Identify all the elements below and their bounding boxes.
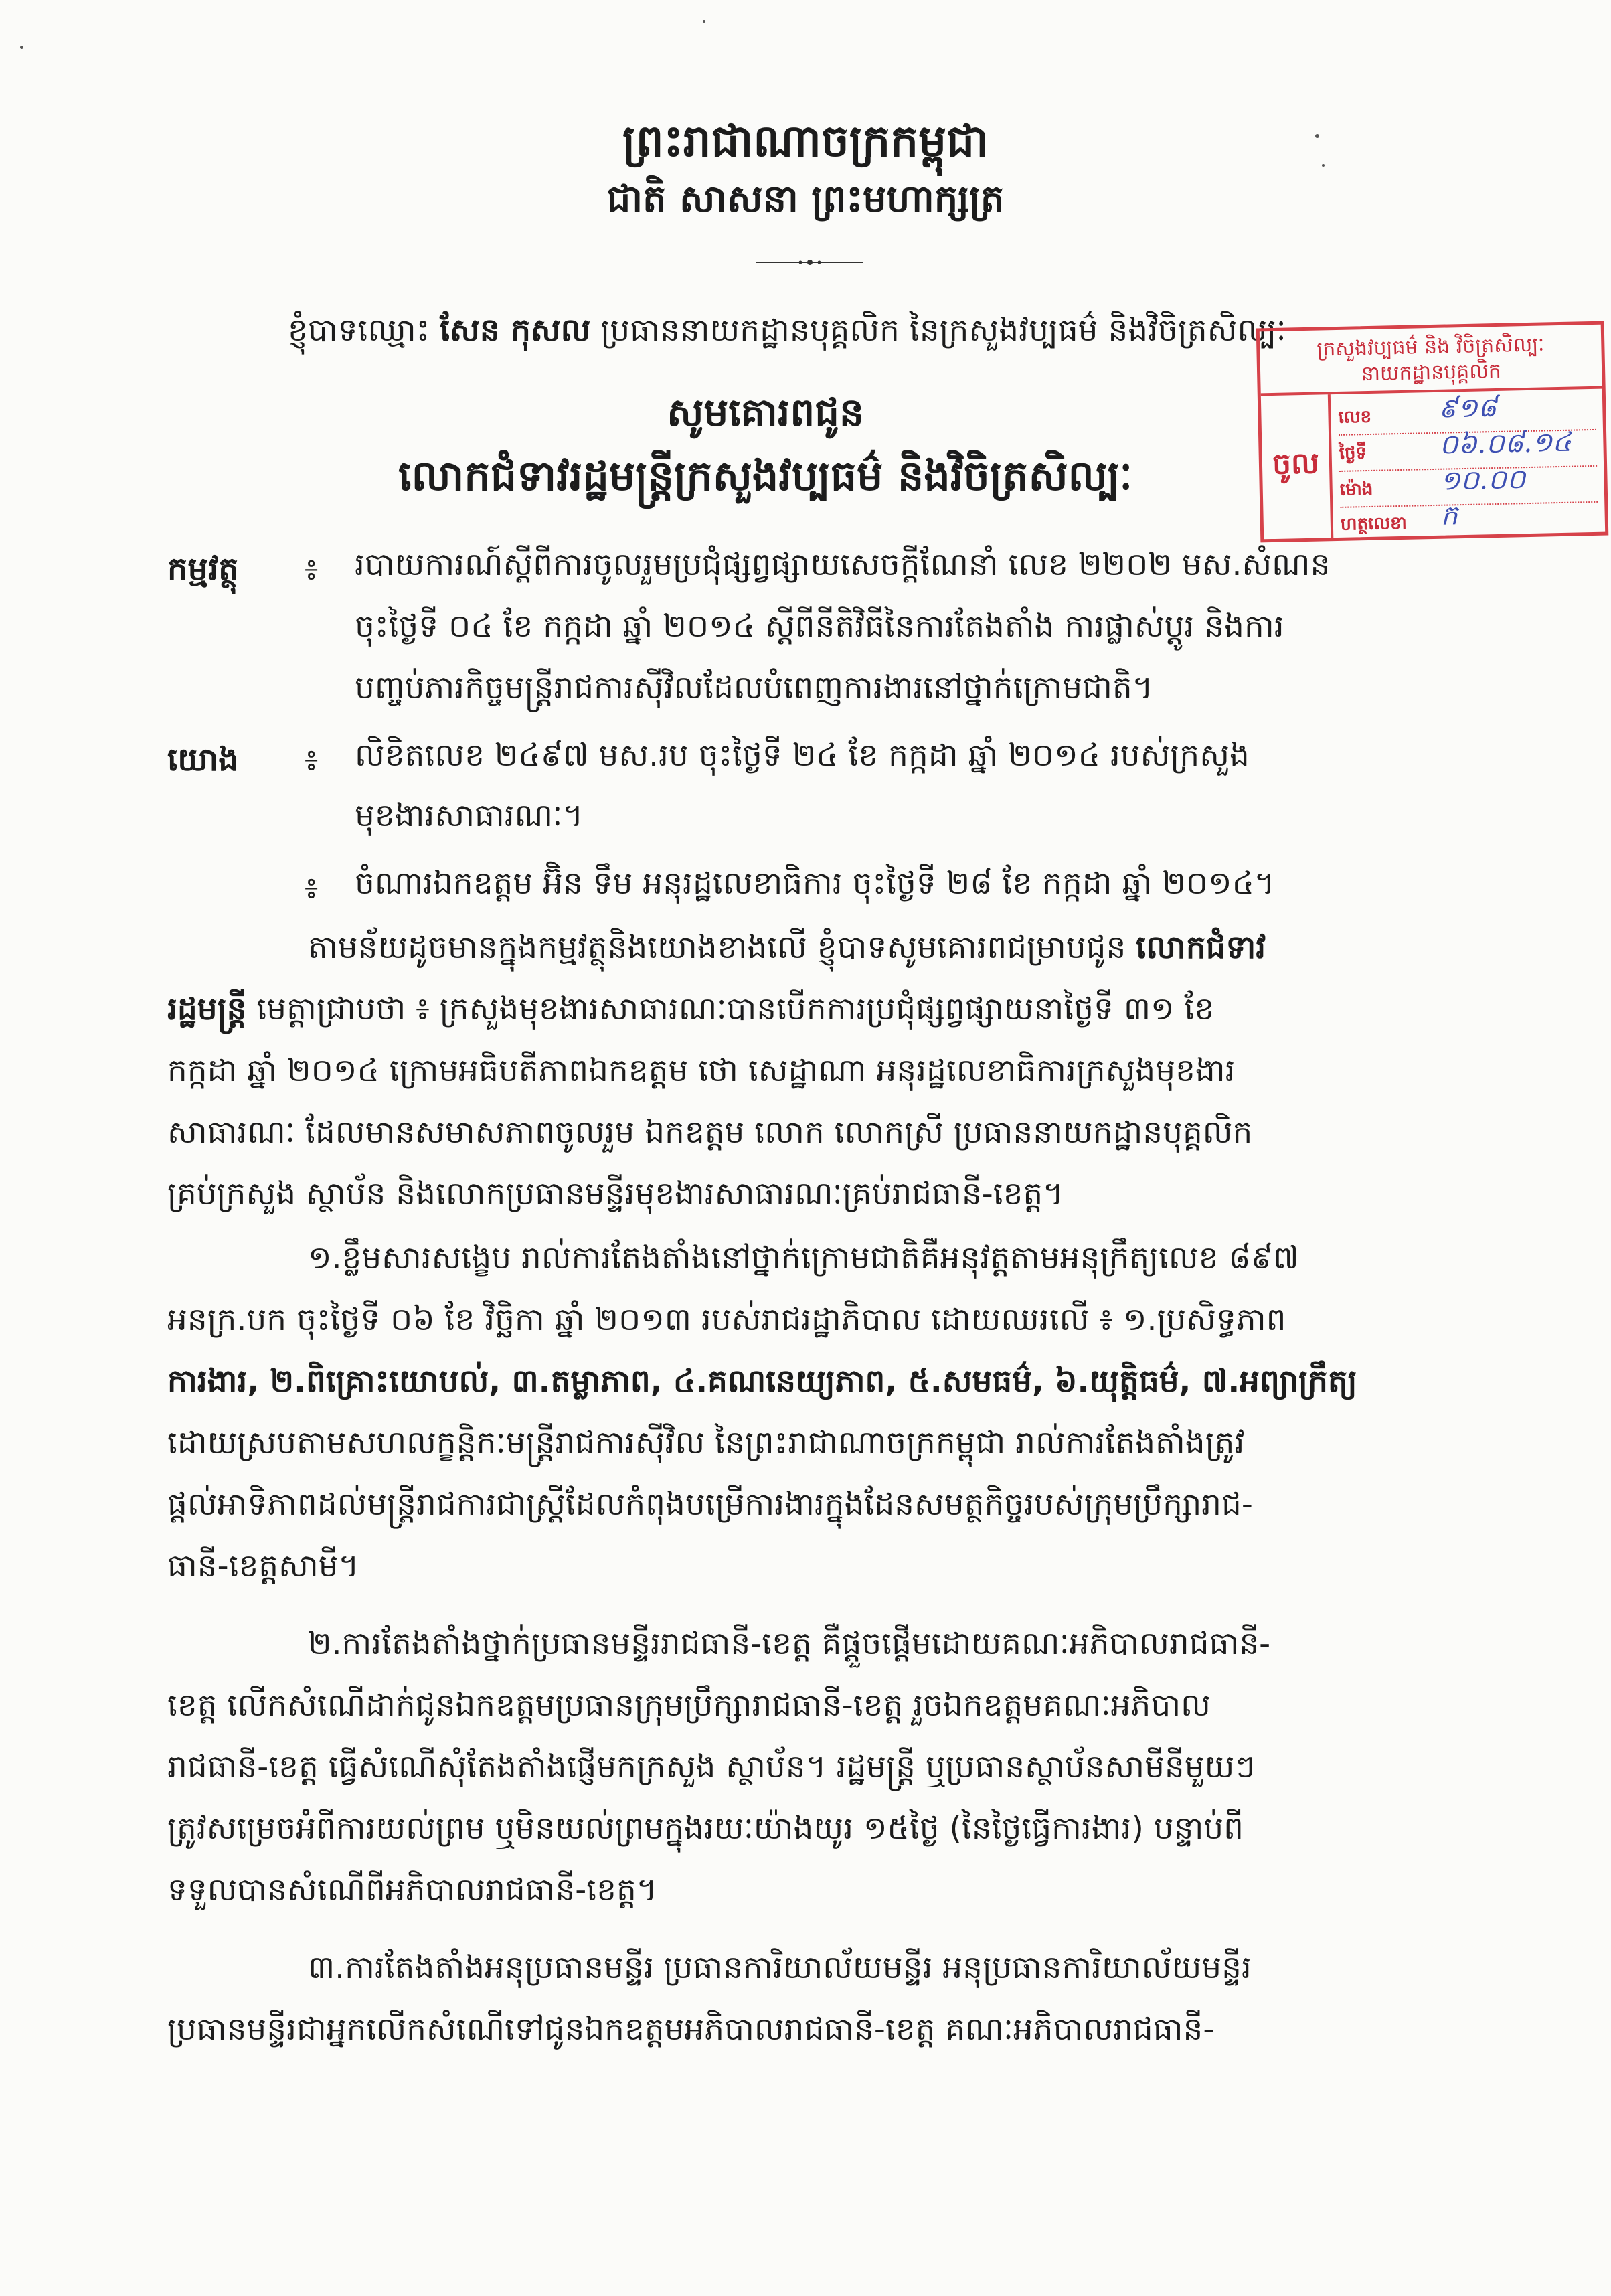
scan-speck [1315, 134, 1319, 138]
body-p4-line-2: ប្រធានមន្ទីរជាអ្នកលើកសំណើទៅជូនឯកឧត្តមអភិបាលរាជធានី-ខេត្ត គណៈអភិបាលរាជធានី- [167, 2011, 1215, 2048]
body-p1-line-2 [167, 991, 1215, 1028]
reference-line-3: ចំណារឯកឧត្តម អ៊ិន ទឹម អនុរដ្ឋលេខាធិការ ចុះថ្ងៃទី ២៨ ខែ កក្កដា ឆ្នាំ ២០១៤។ [355, 865, 1275, 902]
kingdom-heading: ព្រះរាជាណាចក្រកម្ពុជា [622, 114, 989, 167]
stamp-department: នាយកដ្ឋានបុគ្គលិក [1361, 359, 1502, 386]
subject-label: កម្មវត្ថុ [167, 550, 239, 588]
body-p2-line-1: ១.ខ្លឹមសារសង្ខេប រាល់ការតែងតាំងនៅថ្នាក់ក្រោមជាតិគឺអនុវត្តតាមអនុក្រឹត្យលេខ ៨៩៧ [308, 1240, 1299, 1277]
body-p3-line-2: ខេត្ត លើកសំណើដាក់ជូនឯកឧត្តមប្រធានក្រុមប្រឹក្សារាជធានី-ខេត្ត រួចឯកឧត្តមគណៈអភិបាល [167, 1687, 1211, 1724]
stamp-time-value: ១០.០០ [1440, 464, 1526, 497]
stamp-number-value: ៩១៨ [1438, 392, 1497, 424]
stamp-time-label: ម៉ោង [1339, 479, 1373, 500]
national-motto: ជាតិ សាសនា ព្រះមហាក្សត្រ [606, 177, 1005, 221]
scan-speck [703, 20, 705, 23]
body-p2-line-3: ការងារ, ២.ពិគ្រោះយោបល់, ៣.តម្លាភាព, ៤.គណនេយ្យភាព, ៥.សមធម៌, ៦.យុត្តិធម៌, ៧.អព្យាក្រឹត្យ [167, 1363, 1357, 1400]
body-p4-line-1: ៣.ការតែងតាំងអនុប្រធានមន្ទីរ ប្រធានការិយាល័យមន្ទីរ អនុប្រធានការិយាល័យមន្ទីរ [308, 1949, 1252, 1986]
body-p2-line-2: អនក្រ.បក ចុះថ្ងៃទី ០៦ ខែ វិច្ឆិកា ឆ្នាំ ២០១៣ របស់រាជរដ្ឋាភិបាល ដោយឈរលើ ៖ ១.ប្រសិទ្ធភាព [167, 1301, 1286, 1338]
stamp-side-label: ចូល [1261, 394, 1333, 539]
stamp-header [1260, 325, 1602, 396]
scan-speck [1322, 164, 1325, 167]
stamp-signature-label: ហត្ថលេខា [1340, 513, 1408, 535]
reference-line-1: លិខិតលេខ ២៤៩៧ មស.រប ចុះថ្ងៃទី ២៤ ខែ កក្កដា ឆ្នាំ ២០១៤ របស់ក្រសួង [355, 737, 1250, 774]
scan-speck [20, 46, 23, 49]
recipient-title: លោកជំទាវរដ្ឋមន្ត្រីក្រសួងវប្បធម៌ និងវិចិត្រសិល្បៈ [398, 451, 1133, 500]
sender-name: សែន កុសល [440, 312, 591, 349]
stamp-row-signature [1340, 501, 1598, 542]
body-p3-line-3: រាជធានី-ខេត្ត ធ្វើសំណើសុំតែងតាំងផ្ញើមកក្រសួង ស្ថាប័ន។ រដ្ឋមន្ត្រី ឬប្រធានស្ថាប័នសាមីនីមួយៗ [167, 1748, 1256, 1785]
body-p2-line-5: ផ្តល់អាទិភាពដល់មន្ត្រីរាជការជាស្ត្រីដែលកំពុងបម្រើការងារក្នុងដែនសមត្ថកិច្ចរបស់ក្រុមប្រឹក្សារាជ- [167, 1486, 1253, 1523]
body-p1-line-5: គ្រប់ក្រសួង ស្ថាប័ន និងលោកប្រធានមន្ទីរមុខងារសាធារណៈគ្រប់រាជធានី-ខេត្ត។ [167, 1175, 1064, 1212]
reference-colon: ៖ [305, 742, 319, 778]
reference-line-2: មុខងារសាធារណៈ។ [355, 797, 584, 834]
body-p1-line-4: សាធារណៈ ដែលមានសមាសភាពចូលរួម ឯកឧត្តម លោក លោកស្រី ប្រធាននាយកដ្ឋានបុគ្គលិក [167, 1114, 1253, 1151]
subject-line-1: របាយការណ៍ស្តីពីការចូលរួមប្រជុំផ្សព្វផ្សាយសេចក្តីណែនាំ លេខ ២២០២ មស.សំណន [355, 546, 1331, 583]
subject-colon: ៖ [305, 551, 319, 587]
subject-line-3: បញ្ចប់ភារកិច្ចមន្ត្រីរាជការស៊ីវិលដែលបំពេញការងារនៅថ្នាក់ក្រោមជាតិ។ [355, 669, 1153, 706]
intro-prefix: ខ្ញុំបាទឈ្មោះ [288, 312, 430, 349]
body-p1-addressee: លោកជំទាវ [1136, 929, 1266, 966]
body-p2-line-6: ធានី-ខេត្តសាមី។ [167, 1548, 359, 1584]
stamp-date-value: ០៦.០៨.១៤ [1438, 426, 1572, 461]
body-p1-line-1 [308, 929, 1266, 966]
body-p3-line-5: ទទួលបានសំណើពីអភិបាលរាជធានី-ខេត្ត។ [167, 1872, 657, 1908]
stamp-ministry: ក្រសួងវប្បធម៌ និង វិចិត្រសិល្បៈ [1316, 333, 1545, 361]
received-stamp [1256, 321, 1609, 543]
body-p3-line-4: ត្រូវសម្រេចអំពីការយល់ព្រម ឬមិនយល់ព្រមក្នុងរយៈយ៉ាងយូរ ១៥ថ្ងៃ (នៃថ្ងៃធ្វើការងារ) បន្ទាប់ពី [167, 1810, 1244, 1847]
body-p2-line-4: ដោយស្របតាមសហលក្ខន្តិកៈមន្ត្រីរាជការស៊ីវិល នៃព្រះរាជាណាចក្រកម្ពុជា រាល់ការតែងតាំងត្រូវ [167, 1424, 1245, 1461]
salutation-line: សូមគោរពជូន [667, 390, 864, 435]
reference-label: យោង [167, 741, 239, 778]
subject-line-2: ចុះថ្ងៃទី ០៤ ខែ កក្កដា ឆ្នាំ ២០១៤ ស្តីពីនីតិវិធីនៃការតែងតាំង ការផ្លាស់ប្តូរ និងការ [355, 608, 1284, 645]
stamp-date-label: ថ្ងៃទី [1339, 443, 1367, 464]
body-p3-line-1: ២.ការតែងតាំងថ្នាក់ប្រធានមន្ទីររាជធានី-ខេត្ត គឺផ្តួចផ្តើមដោយគណៈអភិបាលរាជធានី- [308, 1625, 1271, 1662]
stamp-number-label: លេខ [1338, 406, 1372, 428]
stamp-signature-value: ក [1440, 500, 1458, 531]
body-p1-addressee-cont: រដ្ឋមន្ត្រី [167, 991, 247, 1028]
divider-ornament [756, 254, 863, 270]
body-p1-text: តាមន័យដូចមានក្នុងកម្មវត្ថុនិងយោងខាងលើ ខ្ញុំបាទសូមគោរពជម្រាបជូន [308, 929, 1126, 966]
body-p1-line-2-text: មេត្តាជ្រាបថា ៖ ក្រសួងមុខងារសាធារណៈបានបើកការប្រជុំផ្សព្វផ្សាយនាថ្ងៃទី ៣១ ខែ [256, 991, 1215, 1028]
reference-colon-2: ៖ [305, 870, 319, 906]
body-p1-line-3: កក្កដា ឆ្នាំ ២០១៤ ក្រោមអធិបតីភាពឯកឧត្តម ថោ សេដ្ឋាណា អនុរដ្ឋលេខាធិការក្រសួងមុខងារ [167, 1052, 1236, 1089]
intro-rest: ប្រធាននាយកដ្ឋានបុគ្គលិក នៃក្រសួងវប្បធម៌ និងវិចិត្រសិល្បៈ [600, 312, 1286, 349]
intro-line [288, 312, 1286, 349]
